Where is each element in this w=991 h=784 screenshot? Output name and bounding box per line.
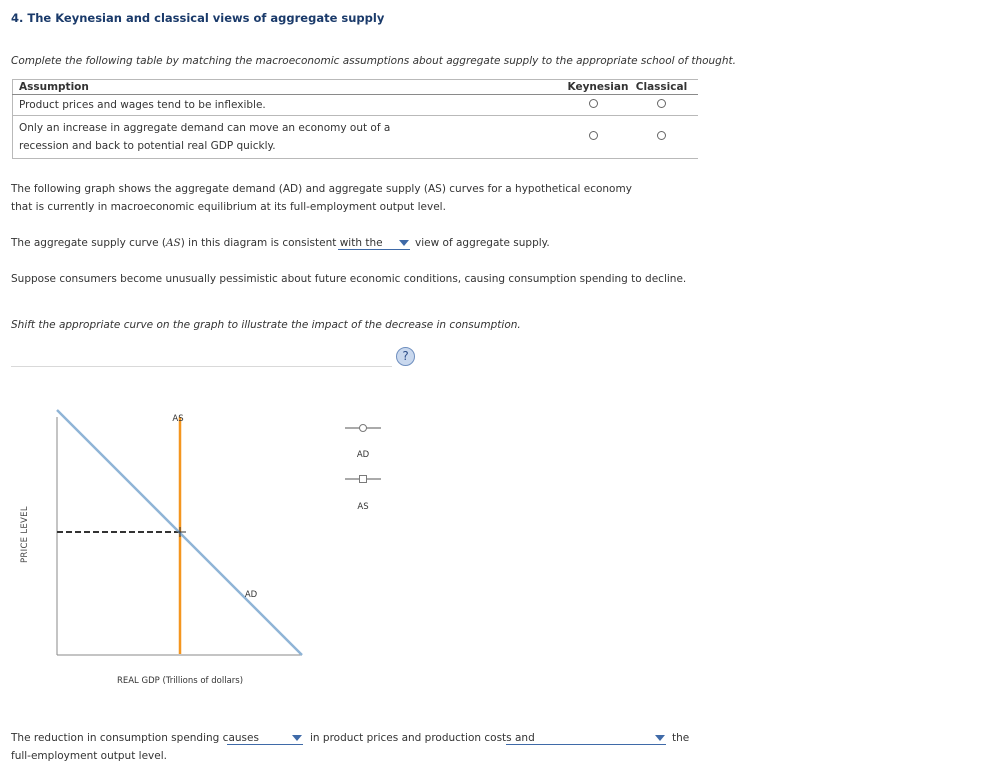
- legend-ad-label: AD: [356, 450, 370, 460]
- legend-as-label: AS: [357, 502, 369, 512]
- header-classical: Classical: [626, 80, 698, 95]
- ad-curve-label: AD: [244, 590, 258, 600]
- y-axis-label: PRICE LEVEL: [20, 506, 30, 563]
- table-instructions: Complete the following table by matching the macroeconomic assumptions about aggregate supply to the appropriate school of thought.: [11, 55, 736, 67]
- as-question-middle: ) in this diagram is consistent with the: [180, 237, 383, 249]
- chevron-down-icon: [399, 240, 409, 246]
- scenario-text: Suppose consumers become unusually pessimistic about future economic conditions, causing consumption spending to decline.: [11, 273, 687, 285]
- output-movement-dropdown[interactable]: [506, 731, 666, 745]
- radio-row1-keynesian[interactable]: [589, 99, 598, 108]
- as-question-before: The aggregate supply curve (: [11, 237, 166, 249]
- square-icon[interactable]: [360, 476, 367, 483]
- page-title: 4. The Keynesian and classical views of aggregate supply: [11, 11, 385, 25]
- assumption-table: [12, 79, 698, 159]
- circle-icon[interactable]: [360, 425, 367, 432]
- x-axis-label: REAL GDP (Trillions of dollars): [116, 676, 244, 686]
- chevron-down-icon: [292, 735, 302, 741]
- chevron-down-icon: [655, 735, 665, 741]
- ad-as-graph[interactable]: [0, 395, 420, 695]
- final-question-part3: the: [672, 732, 690, 744]
- radio-row1-classical[interactable]: [657, 99, 666, 108]
- as-question-prefix: [11, 234, 383, 252]
- as-view-dropdown[interactable]: [338, 236, 410, 250]
- final-question-part4: full-employment output level.: [11, 750, 167, 762]
- final-question-part1: The reduction in consumption spending causes: [11, 732, 259, 744]
- divider: [11, 366, 392, 367]
- table-row-assumption: Only an increase in aggregate demand can move an economy out of a recession and back to potential real GDP quickly.: [13, 116, 562, 159]
- table-row-assumption: Product prices and wages tend to be inflexible.: [13, 95, 562, 116]
- as-curve-label: AS: [172, 414, 184, 424]
- graph-intro-text: The following graph shows the aggregate demand (AD) and aggregate supply (AS) curves for a hypothetical economy that is currently in macroeconomic equilibrium at its full-employment output level.: [11, 183, 632, 213]
- radio-row2-keynesian[interactable]: [589, 131, 598, 140]
- header-keynesian: Keynesian: [562, 80, 626, 95]
- price-change-dropdown[interactable]: [227, 731, 303, 745]
- as-symbol: AS: [165, 237, 181, 249]
- shift-instruction: Shift the appropriate curve on the graph to illustrate the impact of the decrease in consumption.: [11, 319, 521, 331]
- header-assumption: Assumption: [13, 80, 562, 95]
- help-icon[interactable]: ?: [396, 347, 415, 366]
- final-question-part2: in product prices and production costs and: [310, 732, 535, 744]
- as-question-after: view of aggregate supply.: [415, 237, 550, 249]
- radio-row2-classical[interactable]: [657, 131, 666, 140]
